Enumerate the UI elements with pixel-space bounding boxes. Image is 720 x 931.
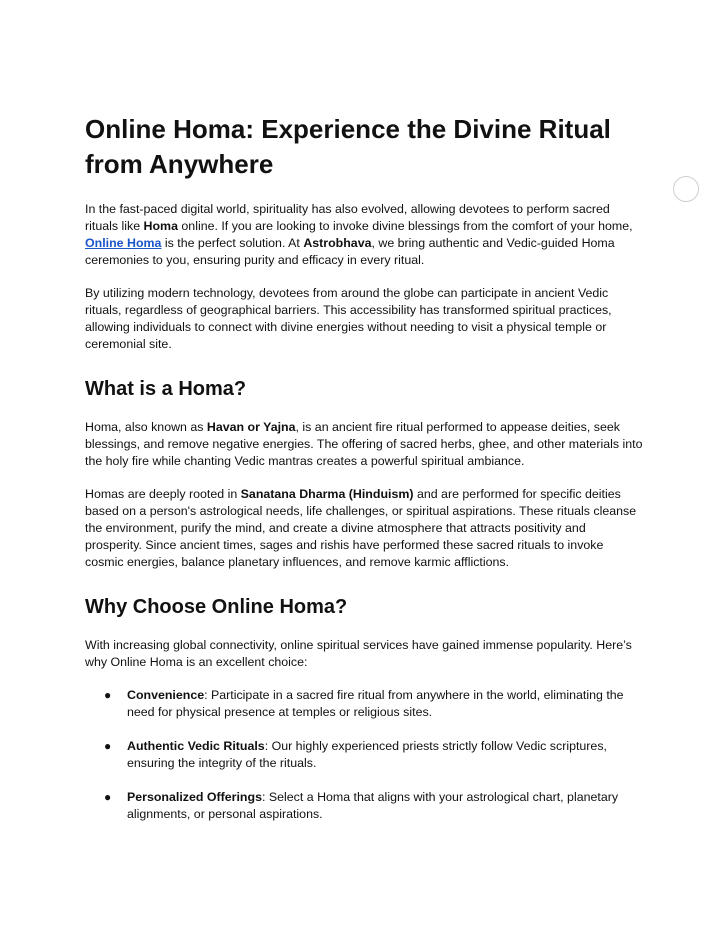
why-choose-heading: Why Choose Online Homa? [85, 596, 348, 618]
what-is-homa-heading: What is a Homa? [85, 378, 247, 400]
text-span: is the perfect solution. At [161, 236, 304, 250]
list-item [85, 738, 645, 772]
intro-paragraph-1 [85, 201, 645, 269]
bold-havan-yajna: Havan or Yajna [206, 420, 296, 434]
list-item-text: : Participate in a sacred fire ritual from anywhere in the world, eliminating the need for physical presence at temples or religious sites. [127, 688, 624, 719]
text-span: , we bring authentic and Vedic-guided Homa ceremonies to you, ensuring purity and efficacy in every ritual. [85, 236, 615, 267]
list-item-title: Convenience [127, 688, 205, 702]
text-span: and are performed for specific deities based on a person's astrological needs, life challenges, or spiritual aspirations. These rituals cleanse the environment, purify the mind, and create a divine atmosphere that attracts positivity and prosperity. Since ancient times, sages and rishis have performed these sacred rituals to invoke cosmic energies, balance planetary influences, and remove karmic afflictions. [85, 487, 637, 569]
what-paragraph-1 [85, 419, 645, 470]
list-item-title: Authentic Vedic Rituals [127, 739, 265, 753]
document-page [85, 112, 645, 840]
why-intro-paragraph: With increasing global connectivity, online spiritual services have gained immense popularity. Here’s why Online Homa is an excellent choice: [85, 638, 632, 669]
circle-button[interactable] [673, 176, 699, 202]
bold-sanatana-dharma: Sanatana Dharma (Hinduism) [240, 487, 414, 501]
bold-astrobhava: Astrobhava [303, 236, 372, 250]
list-item-title: Personalized Offerings [127, 790, 262, 804]
list-item [85, 687, 645, 721]
what-paragraph-2 [85, 486, 645, 571]
text-span: Homa, also known as [85, 420, 207, 434]
page-title: Online Homa: Experience the Divine Ritual from Anywhere [85, 114, 611, 179]
benefits-list [85, 687, 645, 823]
list-item-text: : Our highly experienced priests strictly follow Vedic scriptures, ensuring the integrity of the rituals. [127, 739, 607, 770]
bold-homa: Homa [143, 219, 178, 233]
text-span: Homas are deeply rooted in [85, 487, 241, 501]
bullet-icon: ● [104, 688, 112, 702]
online-homa-link[interactable]: Online Homa [85, 236, 162, 250]
text-span: , is an ancient fire ritual performed to appease deities, seek blessings, and remove negative energies. The offering of sacred herbs, ghee, and other materials into the holy fire while chanting Vedic mantras creates a powerful spiritual ambiance. [85, 420, 643, 468]
text-span: online. If you are looking to invoke divine blessings from the comfort of your home, [177, 219, 633, 233]
bullet-icon: ● [104, 790, 112, 804]
list-item [85, 789, 645, 823]
list-item-text: : Select a Homa that aligns with your astrological chart, planetary alignments, or personal aspirations. [127, 790, 619, 821]
text-span: In the fast-paced digital world, spirituality has also evolved, allowing devotees to perform sacred rituals like [85, 202, 610, 233]
bullet-icon: ● [104, 739, 112, 753]
intro-paragraph-2: By utilizing modern technology, devotees from around the globe can participate in ancient Vedic rituals, regardless of geographical barriers. This accessibility has transformed spiritual practices, allowing individuals to connect with divine energies without needing to visit a physical temple or ceremonial site. [85, 286, 612, 351]
